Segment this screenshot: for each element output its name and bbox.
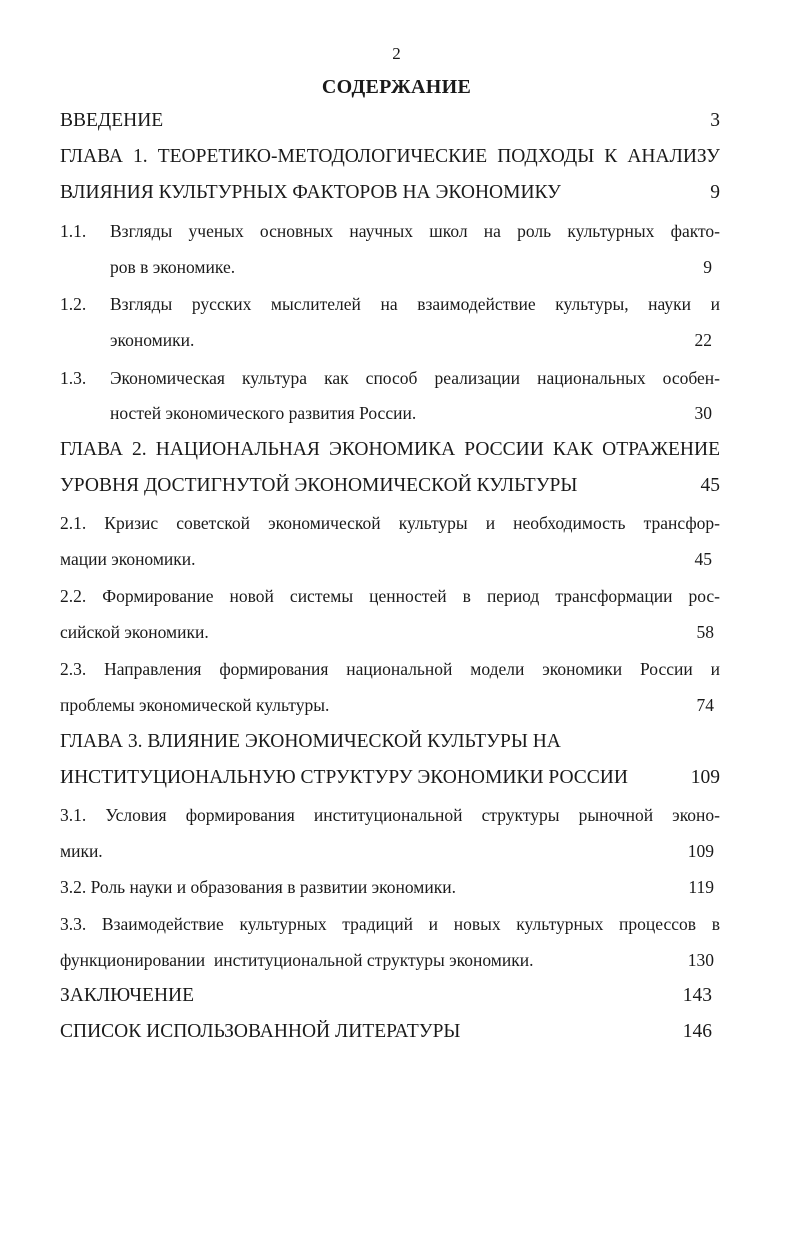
- toc-section-1-3-line-2: [110, 403, 712, 431]
- toc-entry-text: экономики.: [110, 330, 195, 350]
- toc-page-number: 143: [682, 985, 712, 1006]
- toc-chapter-2-line-2: [60, 475, 720, 503]
- toc-entry-text: 3.2. Роль науки и образования в развитии экономики.: [60, 877, 456, 897]
- toc-entry-text: ностей экономического развития России.: [110, 403, 417, 423]
- toc-entry-text: ГЛАВА 1. ТЕОРЕТИКО-МЕТОДОЛОГИЧЕСКИЕ ПОДХОДЫ К АНАЛИЗУ: [60, 146, 720, 167]
- toc-title: СОДЕРЖАНИЕ: [321, 76, 472, 98]
- toc-entry-text: 3.3. Взаимодействие культурных традиций и новых культурных процессов в: [60, 914, 720, 934]
- toc-entry-text: 2.1. Кризис советской экономической культуры и необходимость трансфор-: [60, 513, 720, 533]
- toc-entry-text: ВВЕДЕНИЕ: [60, 110, 164, 131]
- toc-entry-text: УРОВНЯ ДОСТИГНУТОЙ ЭКОНОМИЧЕСКОЙ КУЛЬТУРЫ: [60, 475, 578, 496]
- toc-chapter-1-line-1: [60, 146, 720, 174]
- toc-entry-text: сийской экономики.: [60, 622, 209, 642]
- toc-page-number: 58: [696, 622, 714, 642]
- toc-page-number: 45: [700, 475, 720, 496]
- toc-chapter-3-line-1: [60, 731, 720, 759]
- toc-section-number: 1.2.: [60, 294, 87, 314]
- toc-entry-text: Взгляды русских мыслителей на взаимодействие культуры, науки и: [110, 294, 720, 314]
- toc-section-1-2-line-2: [110, 330, 712, 358]
- toc-chapter-3-line-2: [60, 767, 720, 795]
- toc-section-1-1-line-1: [60, 221, 720, 249]
- toc-entry-bibliography: [60, 1021, 712, 1049]
- toc-entry-text: функционировании институциональной структуры экономики.: [60, 950, 534, 970]
- toc-entry-text: 3.1. Условия формирования институциональной структуры рыночной эконо-: [60, 805, 720, 825]
- toc-entry-text: проблемы экономической культуры.: [60, 695, 330, 715]
- toc-section-2-2-line-1: [60, 586, 720, 614]
- toc-chapter-1-line-2: [60, 182, 720, 210]
- toc-section-3-1-line-1: [60, 805, 720, 833]
- toc-section-number: 1.1.: [60, 221, 87, 241]
- toc-section-number: 1.3.: [60, 368, 87, 388]
- toc-entry-text: мации экономики.: [60, 549, 196, 569]
- toc-page-number: 9: [703, 257, 712, 277]
- toc-section-3-3-line-1: [60, 914, 720, 942]
- toc-entry-text: ЗАКЛЮЧЕНИЕ: [60, 985, 195, 1006]
- toc-page-number: 146: [682, 1021, 712, 1042]
- toc-entry-text: 2.3. Направления формирования национальной модели экономики России и: [60, 659, 720, 679]
- toc-entry-text: мики.: [60, 841, 103, 861]
- toc-page-number: 45: [694, 549, 712, 569]
- toc-section-1-2-line-1: [60, 294, 720, 322]
- toc-entry-text: СПИСОК ИСПОЛЬЗОВАННОЙ ЛИТЕРАТУРЫ: [60, 1021, 461, 1042]
- toc-section-2-1-line-2: [60, 549, 712, 577]
- toc-section-1-3-line-1: [60, 368, 720, 396]
- toc-entry-conclusion: [60, 985, 712, 1013]
- toc-section-2-1-line-1: [60, 513, 720, 541]
- toc-section-3-2: [60, 877, 714, 905]
- toc-entry-text: ИНСТИТУЦИОНАЛЬНУЮ СТРУКТУРУ ЭКОНОМИКИ РОССИИ: [60, 767, 628, 788]
- toc-section-2-3-line-1: [60, 659, 720, 687]
- toc-entry-text: ГЛАВА 2. НАЦИОНАЛЬНАЯ ЭКОНОМИКА РОССИИ КАК ОТРАЖЕНИЕ: [60, 439, 720, 460]
- toc-entry-text: ВЛИЯНИЯ КУЛЬТУРНЫХ ФАКТОРОВ НА ЭКОНОМИКУ: [60, 182, 561, 203]
- toc-page-number: 30: [694, 403, 712, 423]
- toc-entry-text: 2.2. Формирование новой системы ценностей в период трансформации рос-: [60, 586, 720, 606]
- toc-section-1-1-line-2: [110, 257, 712, 285]
- toc-page-number: 74: [696, 695, 714, 715]
- toc-entry-text: Экономическая культура как способ реализации национальных особен-: [110, 368, 720, 388]
- toc-entry-text: Взгляды ученых основных научных школ на роль культурных факто-: [110, 221, 720, 241]
- toc-section-2-2-line-2: [60, 622, 714, 650]
- toc-entry-text: ров в экономике.: [110, 257, 236, 277]
- toc-chapter-2-line-1: [60, 439, 720, 467]
- toc-section-3-1-line-2: [60, 841, 714, 869]
- toc-page-number: 3: [710, 110, 720, 131]
- page-number: 2: [392, 44, 401, 63]
- toc-page-number: 109: [687, 841, 714, 861]
- toc-page-number: 119: [688, 877, 714, 897]
- toc-entry-introduction: [60, 110, 720, 138]
- toc-page-number: 109: [690, 767, 720, 788]
- toc-section-2-3-line-2: [60, 695, 714, 723]
- toc-page-number: 22: [694, 330, 712, 350]
- toc-page-number: 130: [687, 950, 714, 970]
- toc-entry-text: ГЛАВА 3. ВЛИЯНИЕ ЭКОНОМИЧЕСКОЙ КУЛЬТУРЫ НА: [60, 731, 561, 752]
- toc-page-number: 9: [710, 182, 720, 203]
- toc-section-3-3-line-2: [60, 950, 714, 978]
